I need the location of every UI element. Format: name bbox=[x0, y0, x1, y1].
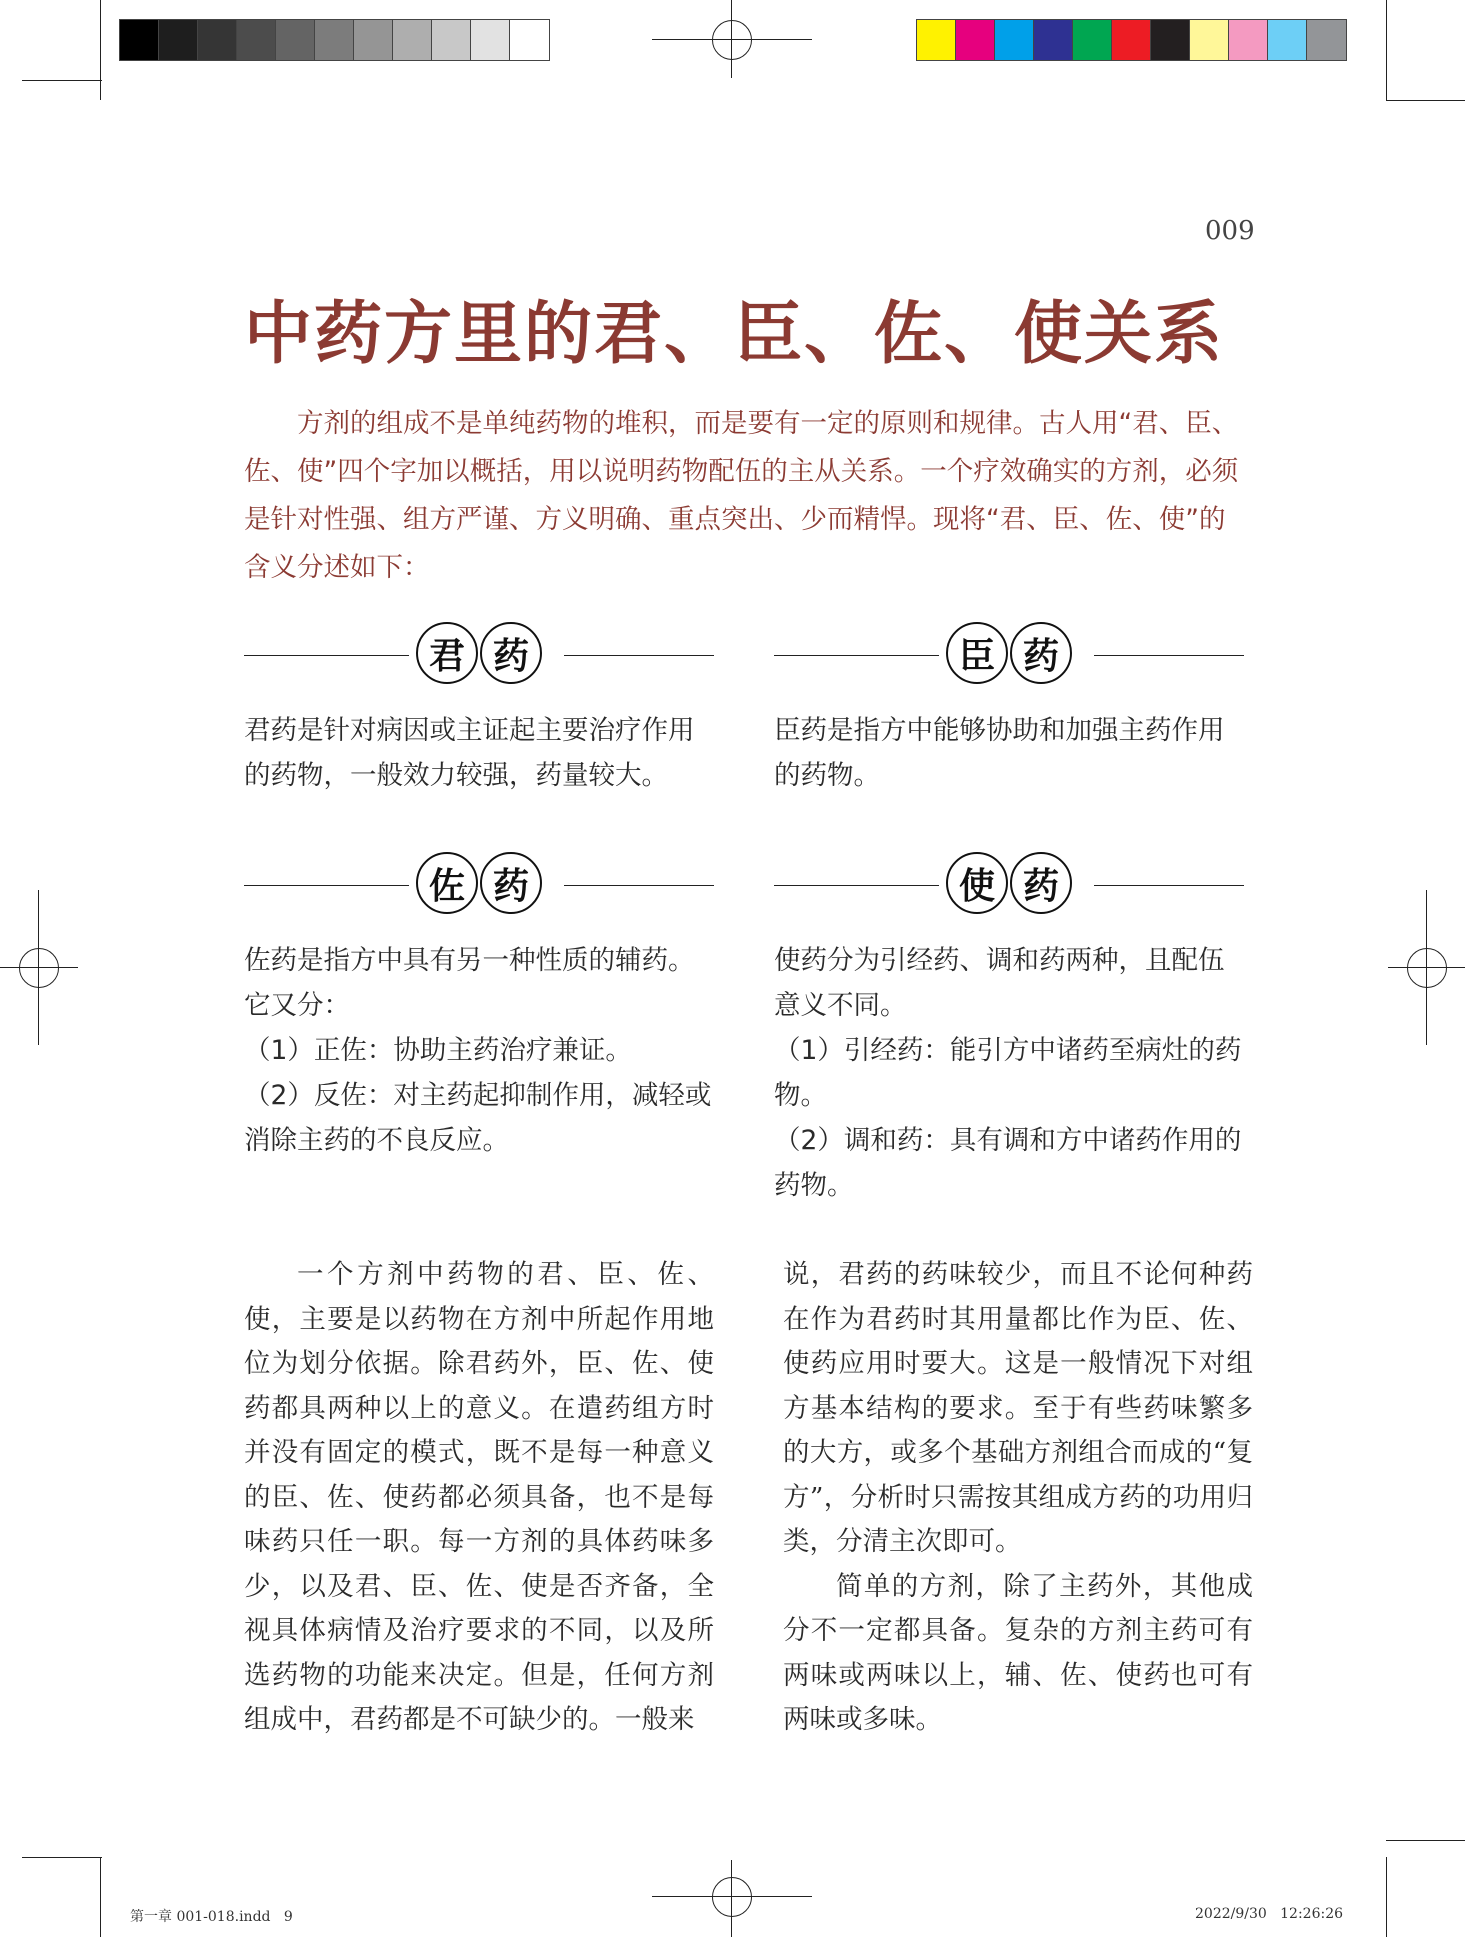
crop-mark bbox=[1386, 1857, 1387, 1937]
section-header-zuo bbox=[244, 850, 714, 920]
color-swatch bbox=[315, 20, 354, 60]
color-swatch bbox=[471, 20, 510, 60]
color-swatch bbox=[1151, 20, 1190, 60]
section-header-shi bbox=[774, 850, 1244, 920]
color-swatch bbox=[917, 20, 956, 60]
badge-char: 药 bbox=[1010, 622, 1072, 684]
color-swatch bbox=[1073, 20, 1112, 60]
registration-mark bbox=[1426, 890, 1427, 1045]
crop-mark bbox=[1386, 100, 1465, 101]
section-line: 君药是针对病因或主证起主要治疗作用的药物，一般效力较强，药量较大。 bbox=[244, 715, 695, 791]
color-swatch bbox=[1034, 20, 1073, 60]
section-line: 臣药是指方中能够协助和加强主药作用的药物。 bbox=[774, 715, 1225, 791]
crop-mark bbox=[1386, 0, 1387, 100]
registration-mark bbox=[652, 1896, 812, 1897]
section-line: 使药分为引经药、调和药两种，且配伍意义不同。 bbox=[774, 945, 1225, 1021]
crop-mark bbox=[22, 1857, 102, 1858]
section-body-shi bbox=[774, 938, 1244, 1208]
section-body-chen bbox=[774, 708, 1244, 798]
body-column-left bbox=[244, 1253, 714, 1743]
crop-mark bbox=[100, 0, 101, 100]
color-swatch bbox=[956, 20, 995, 60]
intro-text: 方剂的组成不是单纯药物的堆积，而是要有一定的原则和规律。古人用“君、臣、佐、使”四个字加以概括，用以说明药物配伍的主从关系。一个疗效确实的方剂，必须是针对性强、组方严谨、方义明确、重点突出、少而精悍。现将“君、臣、佐、使”的含义分述如下： bbox=[244, 408, 1239, 583]
body-column-right bbox=[783, 1253, 1253, 1743]
section-header-jun bbox=[244, 620, 714, 690]
color-swatch bbox=[1112, 20, 1151, 60]
color-swatch bbox=[1190, 20, 1229, 60]
grayscale-calibration-bar bbox=[119, 19, 550, 61]
footer-timestamp: 2022/9/30 12:26:26 bbox=[1195, 1906, 1344, 1922]
registration-mark bbox=[731, 0, 732, 78]
color-swatch bbox=[393, 20, 432, 60]
footer-filename: 第一章 001-018.indd 9 bbox=[130, 1909, 293, 1925]
section-body-zuo bbox=[244, 938, 714, 1163]
color-calibration-bar bbox=[916, 19, 1347, 61]
badge-char: 药 bbox=[480, 852, 542, 914]
registration-mark bbox=[712, 20, 752, 60]
badge-char: 药 bbox=[1010, 852, 1072, 914]
body-paragraph: 简单的方剂，除了主药外，其他成分不一定都具备。复杂的方剂主药可有两味或两味以上，辅、佐、使药也可有两味或多味。 bbox=[783, 1570, 1253, 1735]
color-swatch bbox=[510, 20, 549, 60]
section-line: （1）正佐：协助主药治疗兼证。 bbox=[244, 1035, 632, 1066]
registration-mark bbox=[0, 967, 78, 968]
color-swatch bbox=[354, 20, 393, 60]
badge-char: 使 bbox=[946, 852, 1008, 914]
page-title: 中药方里的君、臣、佐、使关系 bbox=[244, 294, 1225, 374]
section-line: 佐药是指方中具有另一种性质的辅药。它又分： bbox=[244, 945, 695, 1021]
badge-char: 药 bbox=[480, 622, 542, 684]
badge-char: 佐 bbox=[416, 852, 478, 914]
registration-mark bbox=[731, 1860, 732, 1937]
registration-mark bbox=[19, 948, 59, 988]
color-swatch bbox=[995, 20, 1034, 60]
page-number: 009 bbox=[1205, 216, 1255, 246]
color-swatch bbox=[432, 20, 471, 60]
section-header-chen bbox=[774, 620, 1244, 690]
body-paragraph: 一个方剂中药物的君、臣、佐、使，主要是以药物在方剂中所起作用地位为划分依据。除君药外，臣、佐、使药都具两种以上的意义。在遣药组方时并没有固定的模式，既不是每一种意义的臣、佐、使药都必须具备，也不是每味药只任一职。每一方剂的具体药味多少，以及君、臣、佐、使是否齐备，全视具体病情及治疗要求的不同，以及所选药物的功能来决定。但是，任何方剂组成中，君药都是不可缺少的。一般来 bbox=[244, 1259, 714, 1735]
color-swatch bbox=[1307, 20, 1346, 60]
color-swatch bbox=[237, 20, 276, 60]
registration-mark bbox=[712, 1877, 752, 1917]
crop-mark bbox=[100, 1857, 101, 1937]
color-swatch bbox=[276, 20, 315, 60]
registration-mark bbox=[38, 890, 39, 1045]
intro-paragraph bbox=[244, 400, 1244, 592]
color-swatch bbox=[1229, 20, 1268, 60]
crop-mark bbox=[1386, 1840, 1465, 1841]
color-swatch bbox=[120, 20, 159, 60]
body-paragraph: 说，君药的药味较少，而且不论何种药在作为君药时其用量都比作为臣、佐、使药应用时要大。这是一般情况下对组方基本结构的要求。至于有些药味繁多的大方，或多个基础方剂组合而成的“复方”，分析时只需按其组成方药的功用归类，分清主次即可。 bbox=[783, 1259, 1253, 1557]
section-line: （1）引经药：能引方中诸药至病灶的药物。 bbox=[774, 1035, 1242, 1111]
color-swatch bbox=[1268, 20, 1307, 60]
registration-mark bbox=[1407, 948, 1447, 988]
registration-mark bbox=[652, 39, 812, 40]
color-swatch bbox=[198, 20, 237, 60]
section-line: （2）反佐：对主药起抑制作用，减轻或消除主药的不良反应。 bbox=[244, 1080, 712, 1156]
color-swatch bbox=[159, 20, 198, 60]
badge-char: 臣 bbox=[946, 622, 1008, 684]
section-line: （2）调和药：具有调和方中诸药作用的药物。 bbox=[774, 1125, 1242, 1201]
section-body-jun bbox=[244, 708, 714, 798]
badge-char: 君 bbox=[416, 622, 478, 684]
crop-mark bbox=[22, 80, 102, 81]
